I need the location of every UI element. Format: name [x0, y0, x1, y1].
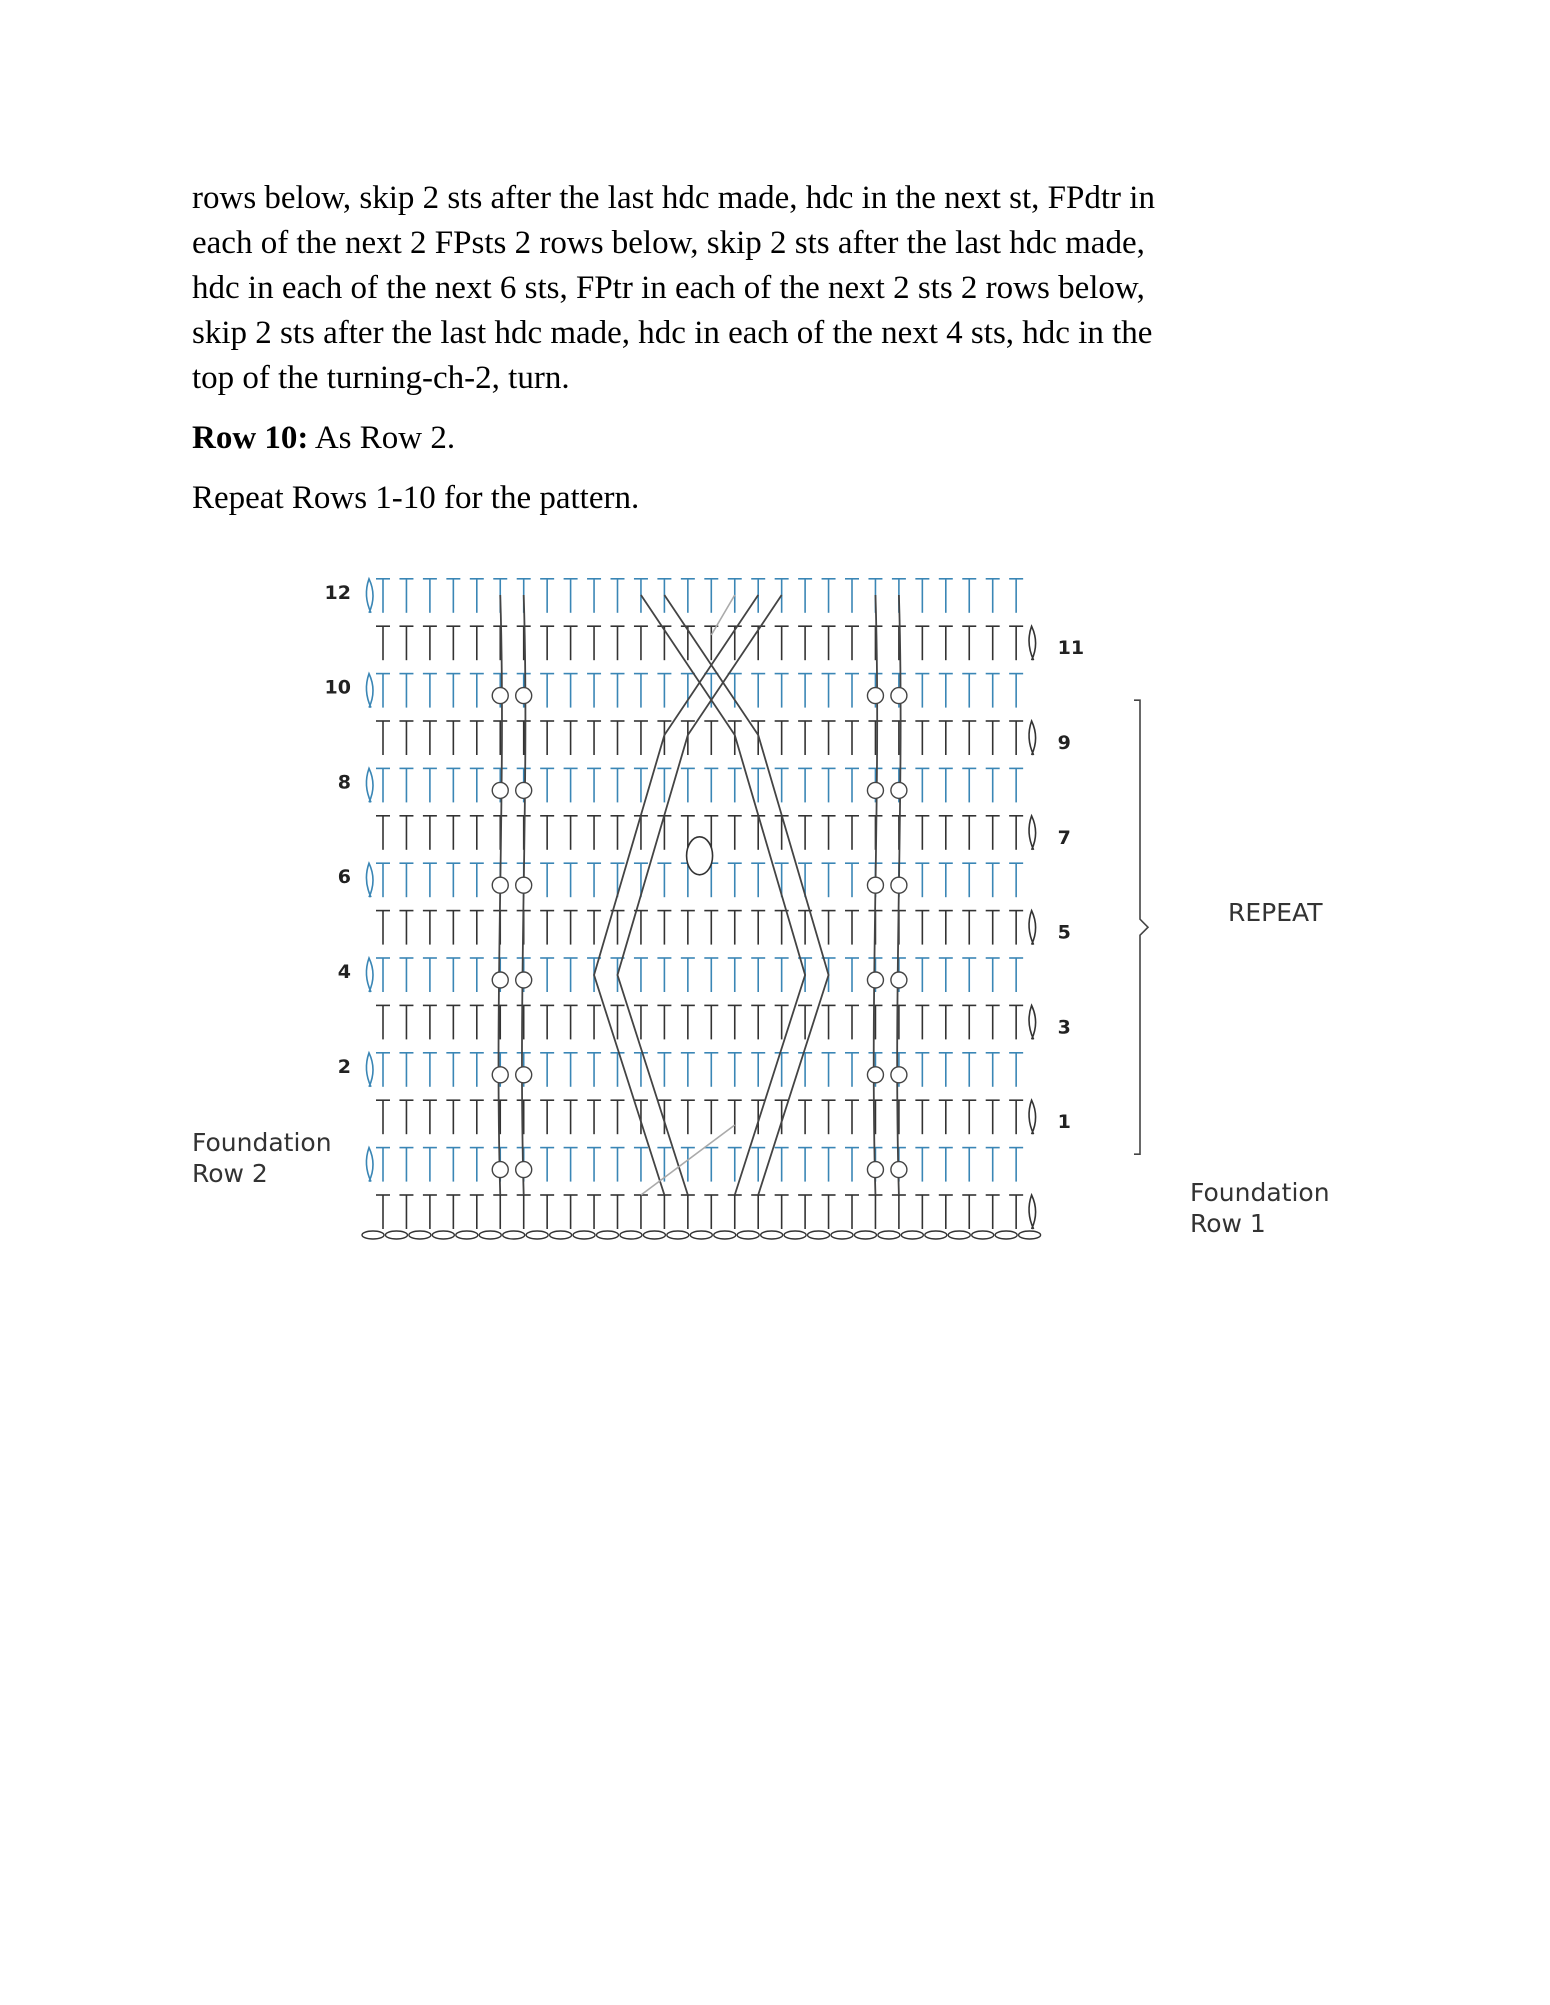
- crochet-stitch-chart: [180, 552, 1180, 1252]
- chain-stitch: [620, 1231, 642, 1239]
- chain-stitch: [761, 1231, 783, 1239]
- row-number-left: 10: [324, 676, 351, 699]
- row-number-left: 2: [337, 1055, 351, 1078]
- instruction-line-3: hdc in each of the next 6 sts, FPtr in each of the next 2 sts 2 rows below,: [192, 270, 1145, 306]
- chain-stitch: [737, 1231, 759, 1239]
- post-stitch-loop: [867, 1067, 883, 1083]
- chain-stitch: [995, 1231, 1017, 1239]
- foundation-row-1-label: Foundation Row 1: [1190, 1178, 1330, 1238]
- turning-chain: [366, 863, 373, 897]
- post-stitch-loop: [516, 688, 532, 704]
- chain-stitch: [409, 1231, 431, 1239]
- row-number-right: 11: [1057, 637, 1085, 660]
- chain-stitch: [714, 1231, 736, 1239]
- post-stitch-loop: [891, 972, 907, 988]
- post-stitch-loop: [492, 972, 508, 988]
- diamond-cable-strand: [664, 595, 828, 1195]
- diamond-cable-strand: [618, 595, 782, 1195]
- faded-cable-strand: [711, 595, 734, 635]
- turning-chain: [1029, 721, 1036, 755]
- turning-chain: [366, 674, 373, 708]
- turning-chain: [1029, 1195, 1036, 1229]
- foundation-row-2-label: Foundation Row 2: [192, 1128, 332, 1188]
- chain-stitch: [901, 1231, 923, 1239]
- turning-chain: [1029, 1100, 1036, 1134]
- chain-stitch: [878, 1231, 900, 1239]
- chain-stitch: [784, 1231, 806, 1239]
- post-stitch-loop: [516, 1067, 532, 1083]
- diamond-cable-strand: [641, 595, 805, 1195]
- turning-chain: [1029, 626, 1036, 660]
- instruction-line-2: each of the next 2 FPsts 2 rows below, skip 2 sts after the last hdc made,: [192, 225, 1145, 261]
- chain-stitch: [385, 1231, 407, 1239]
- turning-chain: [366, 768, 373, 802]
- turning-chain: [366, 1148, 373, 1182]
- instruction-text: [192, 180, 1372, 520]
- post-stitch-loop: [516, 782, 532, 798]
- chain-stitch: [479, 1231, 501, 1239]
- turning-chain: [366, 1053, 373, 1087]
- row-number-right: 5: [1057, 921, 1071, 944]
- post-stitch-loop: [867, 1162, 883, 1178]
- post-stitch-loop: [891, 782, 907, 798]
- instruction-line-1: rows below, skip 2 sts after the last hdc made, hdc in the next st, FPdtr in: [192, 180, 1155, 216]
- row-number-left: 4: [337, 961, 351, 983]
- row-10-text: As Row 2.: [308, 420, 456, 456]
- row-number-right: 1: [1057, 1111, 1071, 1134]
- post-stitch-loop: [516, 877, 532, 893]
- chain-stitch: [573, 1231, 595, 1239]
- chain-stitch: [972, 1231, 994, 1239]
- diamond-cable-strand: [594, 595, 758, 1195]
- post-stitch-loop: [492, 877, 508, 893]
- chain-stitch: [503, 1231, 525, 1239]
- post-stitch-loop: [867, 877, 883, 893]
- chain-stitch: [597, 1231, 619, 1239]
- row-number-left: 12: [324, 581, 351, 604]
- repeat-bracket: [1134, 700, 1148, 1154]
- cable-strands: [492, 595, 1148, 1195]
- post-stitch-loop: [492, 1067, 508, 1083]
- turning-chain: [1029, 911, 1036, 945]
- repeat-label: REPEAT: [1228, 898, 1323, 927]
- row-10-instruction: [192, 420, 455, 457]
- instruction-line-5: top of the turning-ch-2, turn.: [192, 360, 570, 396]
- post-stitch-loop: [492, 782, 508, 798]
- turning-chain: [1029, 1005, 1036, 1039]
- chain-stitch: [948, 1231, 970, 1239]
- chain-stitch: [526, 1231, 548, 1239]
- chain-stitch: [1019, 1231, 1041, 1239]
- chain-stitch: [643, 1231, 665, 1239]
- chain-stitch: [550, 1231, 572, 1239]
- row-number-right: 3: [1057, 1016, 1071, 1039]
- row-number-right: 7: [1057, 826, 1071, 849]
- post-stitch-loop: [867, 688, 883, 704]
- post-stitch-loop: [867, 972, 883, 988]
- row-number-left: 6: [337, 866, 351, 889]
- chain-stitch: [667, 1231, 689, 1239]
- post-stitch-loop: [492, 688, 508, 704]
- instruction-line-4: skip 2 sts after the last hdc made, hdc in each of the next 4 sts, hdc in the: [192, 315, 1153, 351]
- chain-stitch: [362, 1231, 384, 1239]
- post-stitch-loop: [891, 688, 907, 704]
- row-number-right: 9: [1057, 732, 1071, 754]
- chain-stitch: [432, 1231, 454, 1239]
- post-stitch-loop: [516, 1162, 532, 1178]
- turning-chain: [1029, 816, 1036, 850]
- turning-chain: [366, 958, 373, 992]
- post-stitch-loop: [891, 1162, 907, 1178]
- repeat-instruction: Repeat Rows 1-10 for the pattern.: [192, 480, 640, 516]
- faded-cable-strand: [641, 1125, 735, 1195]
- row-number-left: 8: [337, 771, 351, 794]
- post-stitch-loop: [492, 1162, 508, 1178]
- post-stitch-loop: [891, 1067, 907, 1083]
- chain-stitch: [456, 1231, 478, 1239]
- turning-chain: [366, 579, 373, 613]
- chain-stitch: [690, 1231, 712, 1239]
- post-stitch-loop: [891, 877, 907, 893]
- row-10-label: Row 10:: [192, 420, 309, 456]
- chain-stitch: [925, 1231, 947, 1239]
- stitch-grid: [362, 579, 1041, 1239]
- chain-stitch: [808, 1231, 830, 1239]
- chain-stitch: [854, 1231, 876, 1239]
- bobble-stitch: [687, 837, 713, 875]
- post-stitch-loop: [516, 972, 532, 988]
- post-stitch-loop: [867, 782, 883, 798]
- chain-stitch: [831, 1231, 853, 1239]
